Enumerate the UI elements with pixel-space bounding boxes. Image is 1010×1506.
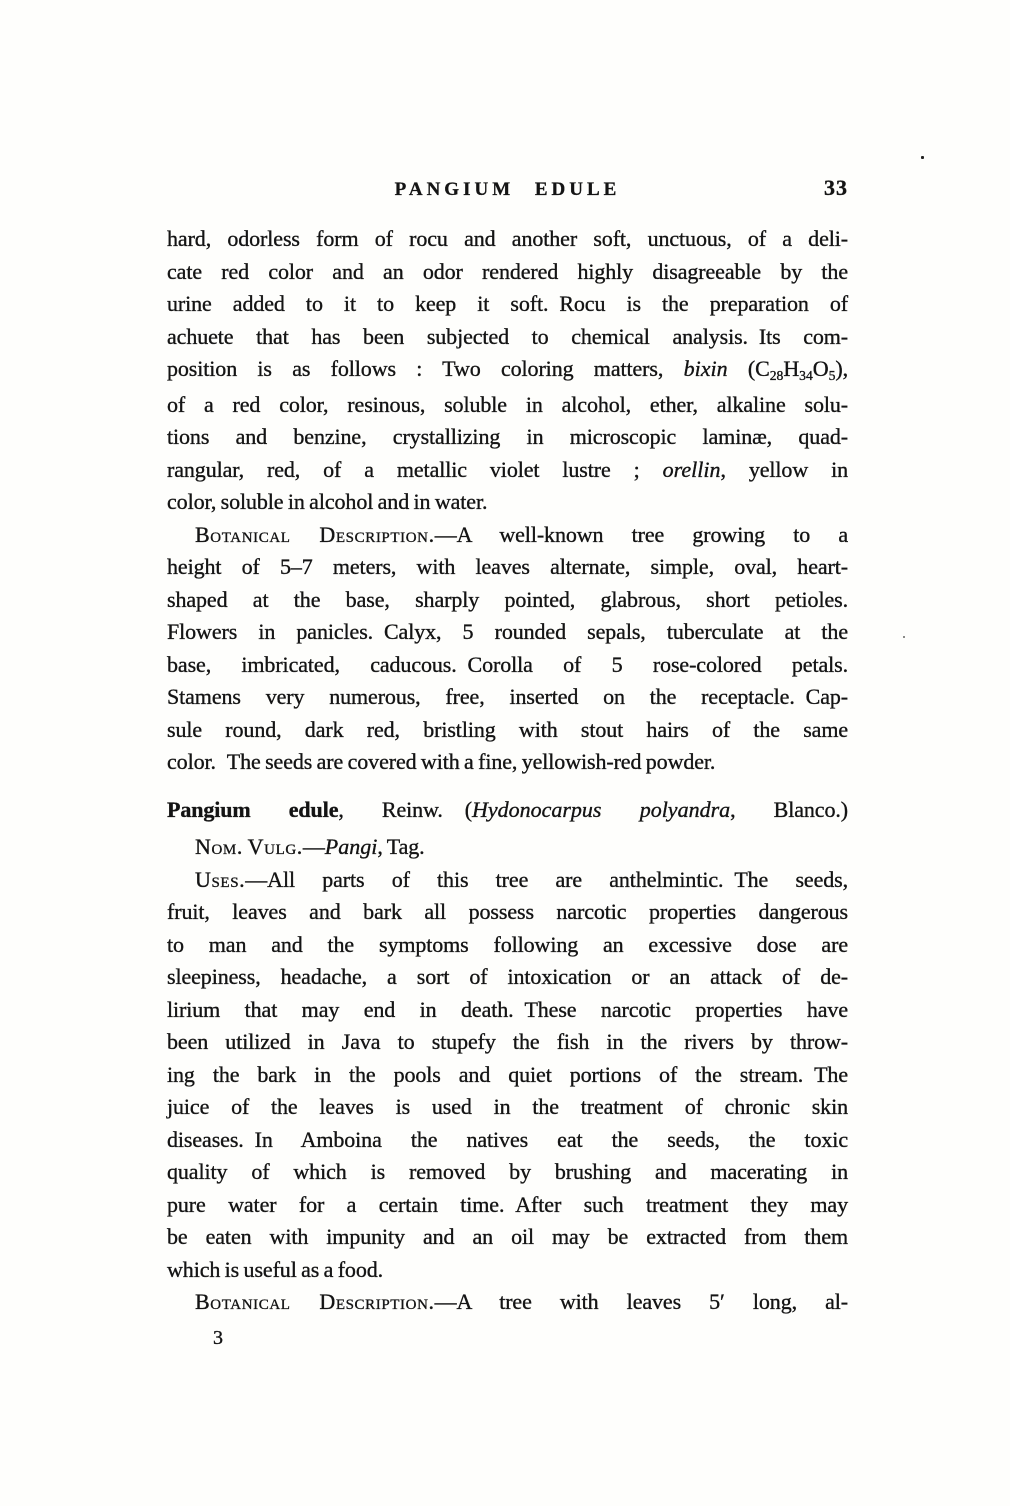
paragraph-uses [167,864,848,1287]
text-line: which is useful as a food. [167,1256,384,1282]
text-line: cate red color and an odor rendered highly disagreeable by the [167,258,848,284]
text-line: lirium that may end in death. These narcotic properties have [167,996,848,1022]
text-line: position is as follows : Two coloring matters, bixin $(C_{28}H_{34}O_5)$, [167,356,849,383]
text-line: sule round, dark red, bristling with stout hairs of the same [167,716,848,742]
text-line: Botanical Description.—A well-known tree growing to a [195,521,848,547]
text-line: Nom. Vulg.—Pangi, Tag. [195,834,425,859]
text-line: sleepiness, headache, a sort of intoxication or an attack of de- [167,964,848,989]
paragraph-botanical-description-2 [167,1286,848,1319]
text-line: pure water for a certain time. After such treatment they may [167,1191,848,1217]
running-title: PANGIUM EDULE [394,179,621,200]
text-line: height of 5–7 meters, with leaves alternate, simple, oval, heart- [167,554,848,579]
paragraph-species-heading [167,794,848,827]
text-line: quality of which is removed by brushing and macerating in [167,1159,848,1184]
paragraph-botanical-description-1 [167,519,848,779]
text-line: fruit, leaves and bark all possess narcotic properties dangerous [167,899,848,924]
text-line: achuete that has been subjected to chemical analysis. Its com- [167,323,848,349]
text-line: Botanical Description.—A tree with leaves 5′ long, al- [195,1289,849,1314]
text-line: base, imbricated, caducous. Corolla of 5 rose-colored petals. [167,651,848,677]
text-line: diseases. In Amboina the natives eat the seeds, the toxic [167,1126,848,1152]
text-line: Uses.—All parts of this tree are anthelmintic. The seeds, [195,866,848,892]
text-line: color, soluble in alcohol and in water. [167,489,488,514]
text-line: juice of the leaves is used in the treatment of chronic skin [167,1094,848,1119]
text-line: urine added to it to keep it soft. Rocu is the preparation of [167,291,848,316]
scan-speck [921,156,924,159]
text-line: Stamens very numerous, free, inserted on the receptacle. Cap- [167,684,848,709]
text-line: color. The seeds are covered with a fine, yellowish-red powder. [167,749,716,774]
text-line: ing the bark in the pools and quiet portions of the stream. The [167,1061,848,1087]
text-body [167,223,848,1354]
text-line: Pangium edule, Reinw. (Hydonocarpus polyandra, Blanco.) [167,796,848,822]
text-line: rangular, red, of a metallic violet lustre ; orellin, yellow in [167,456,848,482]
text-line: to man and the symptoms following an excessive dose are [167,931,848,957]
text-line: shaped at the base, sharply pointed, glabrous, short petioles. [167,586,848,612]
signature-mark: 3 [213,1326,223,1349]
text-line: tions and benzine, crystallizing in microscopic laminæ, quad- [167,424,848,449]
text-line: be eaten with impunity and an oil may be extracted from them [167,1224,848,1249]
text-line: of a red color, resinous, soluble in alcohol, ether, alkaline solu- [167,391,848,417]
text-line: been utilized in Java to stupefy the fish in the rivers by throw- [167,1029,848,1054]
paragraph-rocu-continuation [167,223,848,519]
scan-speck [903,636,905,638]
text-line: Flowers in panicles. Calyx, 5 rounded sepals, tuberculate at the [167,619,848,644]
text-line: hard, odorless form of rocu and another soft, unctuous, of a deli- [167,226,848,251]
running-header [167,175,848,205]
page-number: 33 [824,175,848,200]
paragraph-nom-vulg [167,831,848,864]
